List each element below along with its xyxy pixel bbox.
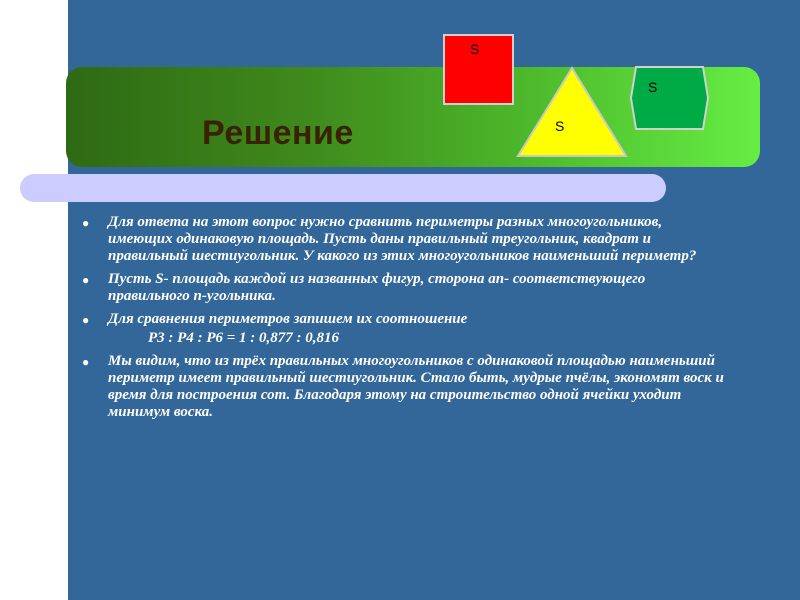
perimeter-ratio: Р3 : Р4 : Р6 = 1 : 0,877 : 0,816 (148, 330, 340, 346)
bullet-item (80, 271, 730, 305)
hexagon-label: S (648, 79, 658, 95)
hexagon-shape (631, 67, 708, 129)
bullet-text: Для ответа на этот вопрос нужно сравнить периметры разных многоугольников, имеющих одинаковую площадь. Пусть даны правильный треугольник, квадрат и правильный шестиугольник. У какого из этих многоугольников наименьший периметр? (108, 214, 697, 264)
triangle-label: S (555, 118, 565, 134)
bullet-dot-icon: ● (82, 216, 90, 230)
square-label: S (470, 41, 480, 57)
bullet-dot-icon: ● (82, 355, 90, 369)
bullet-item (80, 214, 730, 265)
triangle-shape (518, 68, 626, 156)
slide-title: Решение (202, 114, 354, 152)
bullet-text: Для сравнения периметров запишем их соотношение (108, 311, 468, 327)
bullet-item (80, 311, 730, 328)
bullet-item (80, 353, 730, 421)
bullet-text: Мы видим, что из трёх правильных многоугольников с одинаковой площадью наименьший периметр имеет правильный шестиугольник. Стало быть, мудрые пчёлы, экономят воск и время для построения сот. Благодаря этому на строительство одной ячейки уходит минимум воска. (108, 353, 724, 420)
bullet-text: Пусть S- площадь каждой из названных фигур, сторона ап- соответствующего правильного п-угольника. (108, 271, 646, 304)
bullet-dot-icon: ● (82, 313, 90, 327)
slide-content (80, 214, 730, 427)
decor-pill-bar (20, 174, 666, 202)
bullet-dot-icon: ● (82, 273, 90, 287)
